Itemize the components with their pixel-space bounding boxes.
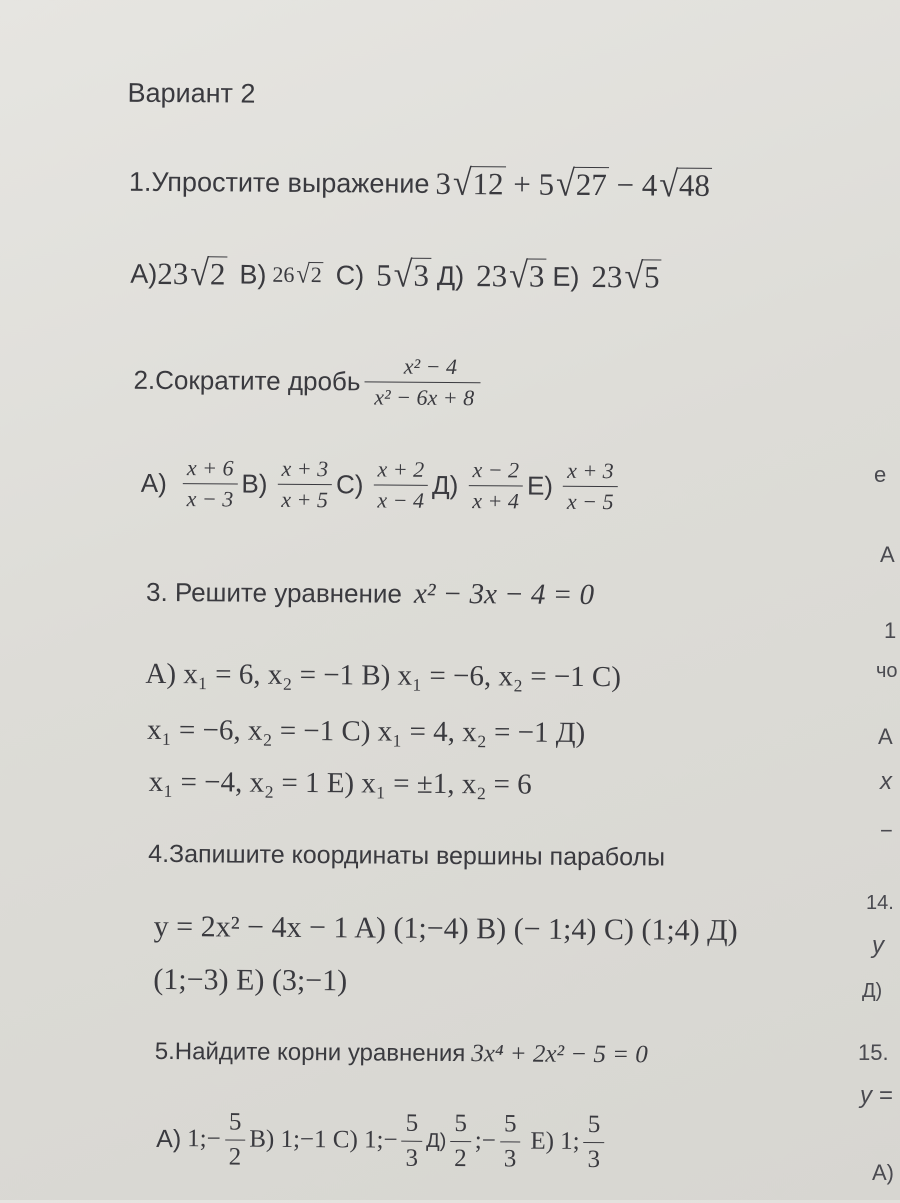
question-5 [155,1038,648,1069]
edge-fragment: 15. [858,1040,889,1065]
option-fraction: $\frac{5}{2}$ [225,1108,246,1170]
option-label: E) [552,261,580,292]
option-fraction: $\frac{5}{3}$ [500,1110,521,1172]
option-fraction: $\frac{x + 6}{x - 3}$ [183,456,238,512]
question-2-fraction: $\frac{\text{x² − 4}}{\text{x² − 6x + 8}}$ [364,354,480,410]
question-1-options [130,253,662,297]
question-1 [129,164,712,204]
question-2 [133,353,484,411]
question-1-expression: 3 √ 12 + 5 √ 27 − 4 √ 48 [435,163,711,206]
option-fraction: $\frac{x + 2}{x - 4}$ [373,457,428,513]
edge-fragment: А [880,542,895,567]
option-label: A) [130,258,158,289]
option-fraction: $\frac{5}{3}$ [583,1111,604,1173]
edge-fragment: − [880,818,893,843]
question-3 [146,576,594,612]
question-2-options: A) $\frac{x + 6}{x - 3}$ B) $\frac{x + 3}{x + 5}$ C) $\frac{x + 2}{x - 4}$ Д) $\frac{x - 2}{x + 4}$ E) $\frac{x + 3}{x - 5}$ [141,456,622,515]
edge-fragment: x [880,768,892,795]
question-1-prompt: 1.Упростите выражение [128,166,430,199]
question-5-equation: 3x⁴ + 2x² − 5 = 0 [471,1040,648,1069]
option-value: 26 √ 2 [272,259,322,290]
edge-fragment: А) [872,1160,894,1185]
question-3-prompt: 3. Решите уравнение [145,576,403,609]
option-value: 23 √ 2 [157,253,226,294]
question-3-options-line-3: x₁ = −4, x₂ = 1 E) x₁ = ±1, x₂ = 6 [148,765,532,801]
option-fraction: $\frac{5}{3}$ [401,1110,422,1172]
question-5-prompt: 5.Найдите корни уравнения [154,1037,466,1068]
question-4 [148,840,665,873]
edge-fragment: y [872,932,884,959]
option-fraction: $\frac{x - 2}{x + 4}$ [468,458,523,514]
question-2-prompt: 2.Сократите дробь [133,364,361,397]
edge-fragment: 14. [866,892,894,914]
edge-fragment: чо [876,660,898,682]
edge-fragment: Д) [862,980,883,1002]
edge-fragment: е [874,462,887,487]
question-4-options-line-2: (1;−3) E) (3;−1) [153,962,348,998]
option-label: C) [335,259,365,290]
edge-fragment: 1 [884,618,897,643]
option-value: 23 √ 5 [591,256,660,297]
question-3-options-line-2: x₁ = −6, x₂ = −1 C) x₁ = 4, x₂ = −1 Д) [146,713,586,749]
option-fraction: $\frac{x + 3}{x + 5}$ [277,457,332,513]
edge-fragment: y = [860,1082,893,1109]
edge-fragment: А [878,724,893,749]
option-value: 23 √ 3 [476,255,545,296]
question-4-prompt: 4.Запишите координаты вершины параболы [148,839,666,872]
option-fraction: $\frac{5}{2}$ [450,1110,471,1172]
question-3-equation: x² − 3x − 4 = 0 [413,577,595,612]
option-label: B) [239,259,267,290]
question-4-options-line-1: y = 2x² − 4x − 1 A) (1;−4) B) (− 1;4) C) (1;4) Д) [153,909,738,948]
option-label: Д) [436,260,465,291]
question-5-options: A) 1;− $\frac{5}{2}$ B) 1;−1 C) 1;− $\frac{5}{3}$ Д) $\frac{5}{2}$ ;− $\frac{5}{3}$ E) 1; $\frac{5}{3}$ [156,1108,608,1173]
question-3-options-line-1: A) x₁ = 6, x₂ = −1 B) x₁ = −6, x₂ = −1 C) [145,657,622,694]
option-value: 5 √ 3 [376,255,430,296]
variant-title: Вариант 2 [127,77,256,109]
option-fraction: $\frac{x + 3}{x - 5}$ [563,459,618,515]
